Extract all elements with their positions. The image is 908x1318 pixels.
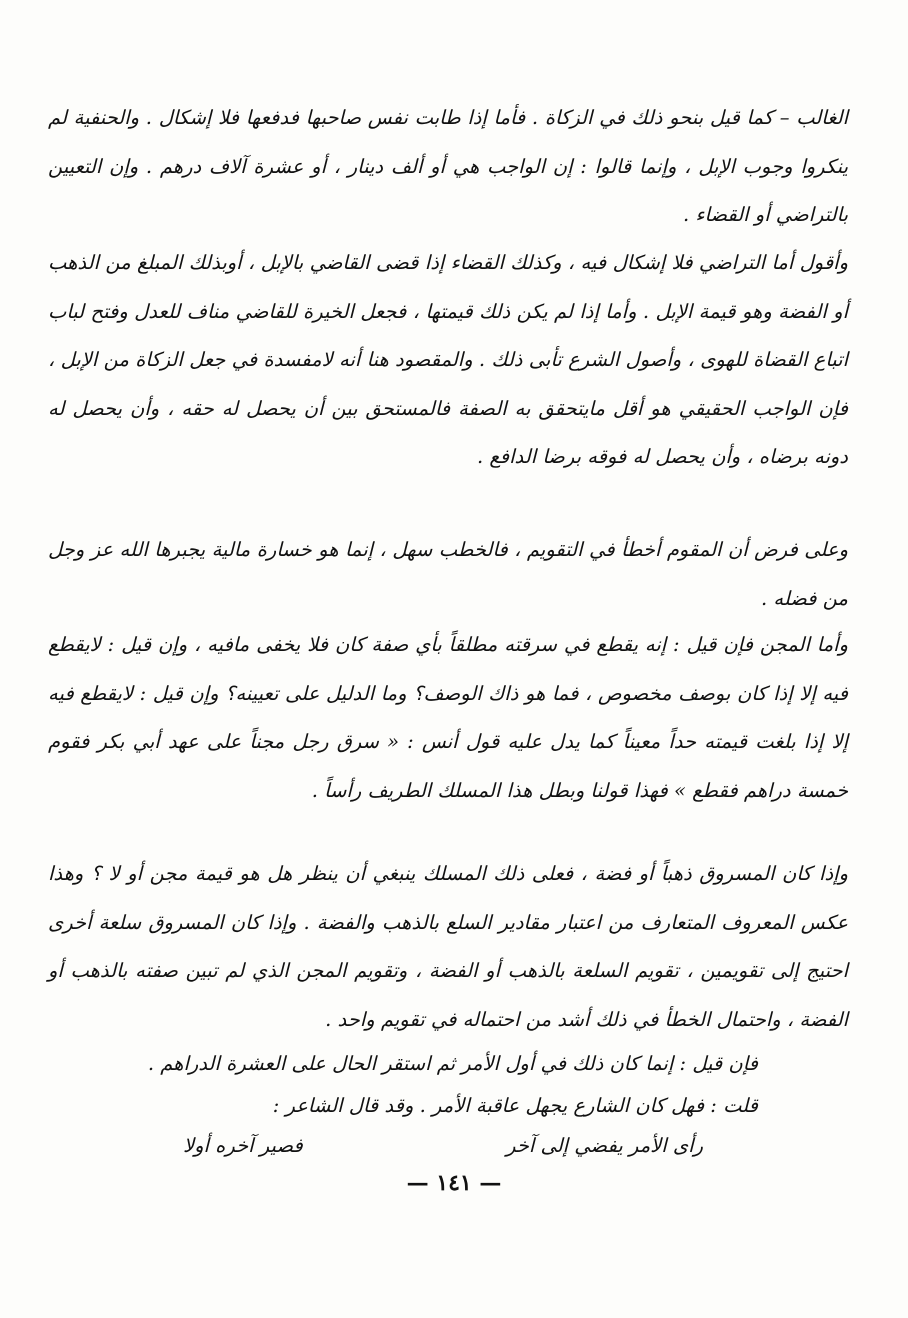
paragraph-reply: قلت : فهل كان الشارع يجهل عاقبة الأمر . وقد قال الشاعر : [272, 1094, 758, 1117]
paragraph-objection: فإن قيل : إنما كان ذلك في أول الأمر ثم استقر الحال على العشرة الدراهم . [147, 1052, 758, 1075]
verse-first-hemistich: رأى الأمر يفضي إلى آخر [506, 1134, 703, 1157]
paragraph-stolen-gold-silver: وإذا كان المسروق ذهباً أو فضة ، فعلى ذلك المسلك ينبغي أن ينظر هل هو قيمة مجن أو لا ؟ وهذا عكس المعروف المتعارف من اعتبار مقادير السلع بالذهب والفضة . وإذا كان المسروق سلعة أخرى احتيج إلى تقويمين ، تقويم السلعة بالذهب أو الفضة ، وتقويم المجن الذي لم تبين صفته بالذهب أو الفضة ، واحتمال الخطأ في ذلك أشد من احتماله في تقويم واحد . [48, 862, 848, 1031]
paragraph-shield-theft: وأما المجن فإن قيل : إنه يقطع في سرقته مطلقاً بأي صفة كان فلا يخفى مافيه ، وإن قيل : لايقطع فيه إلا إذا كان بوصف مخصوص ، فما هو ذاك الوصف؟ وما الدليل على تعيينه؟ وإن قيل : لايقطع فيه إلا إذا بلغت قيمته حداً معيناً كما يدل عليه قول أنس : « سرق رجل مجناً على عهد أبي بكر فقوم خمسة دراهم فقطع » فهذا قولنا وبطل هذا المسلك الطريف رأساً . [48, 633, 848, 802]
paragraph-author-opinion: وأقول أما التراضي فلا إشكال فيه ، وكذلك القضاء إذا قضى القاضي بالإبل ، أوبذلك المبلغ من الذهب أو الفضة وهو قيمة الإبل . وأما إذا لم يكن ذلك قيمتها ، فجعل الخيرة للقاضي مناف للعدل وفتح لباب اتباع القضاة للهوى ، وأصول الشرع تأبى ذلك . والمقصود هنا أنه لامفسدة في جعل الزكاة من الإبل ، فإن الواجب الحقيقي هو أقل مايتحقق به الصفة فالمستحق بين أن يحصل له حقه ، وأن يحصل له دونه برضاه ، وأن يحصل له فوقه برضا الدافع . [48, 251, 848, 468]
poetry-verse [183, 1126, 703, 1166]
paragraph-valuation-error: وعلى فرض أن المقوم أخطأ في التقويم ، فالخطب سهل ، إنما هو خسارة مالية يجبرها الله عز وجل من فضله . [48, 538, 848, 610]
page-number: — ١٤١ — [406, 1170, 502, 1196]
paragraph-zakat-conclusion: الغالب – كما قيل بنحو ذلك في الزكاة . فأما إذا طابت نفس صاحبها فدفعها فلا إشكال . والحنفية لم ينكروا وجوب الإبل ، وإنما قالوا : إن الواجب هي أو ألف دينار ، أو عشرة آلاف درهم . وإن التعيين بالتراضي أو القضاء . [48, 106, 848, 226]
verse-second-hemistich: فصير آخره أولا [183, 1134, 303, 1157]
